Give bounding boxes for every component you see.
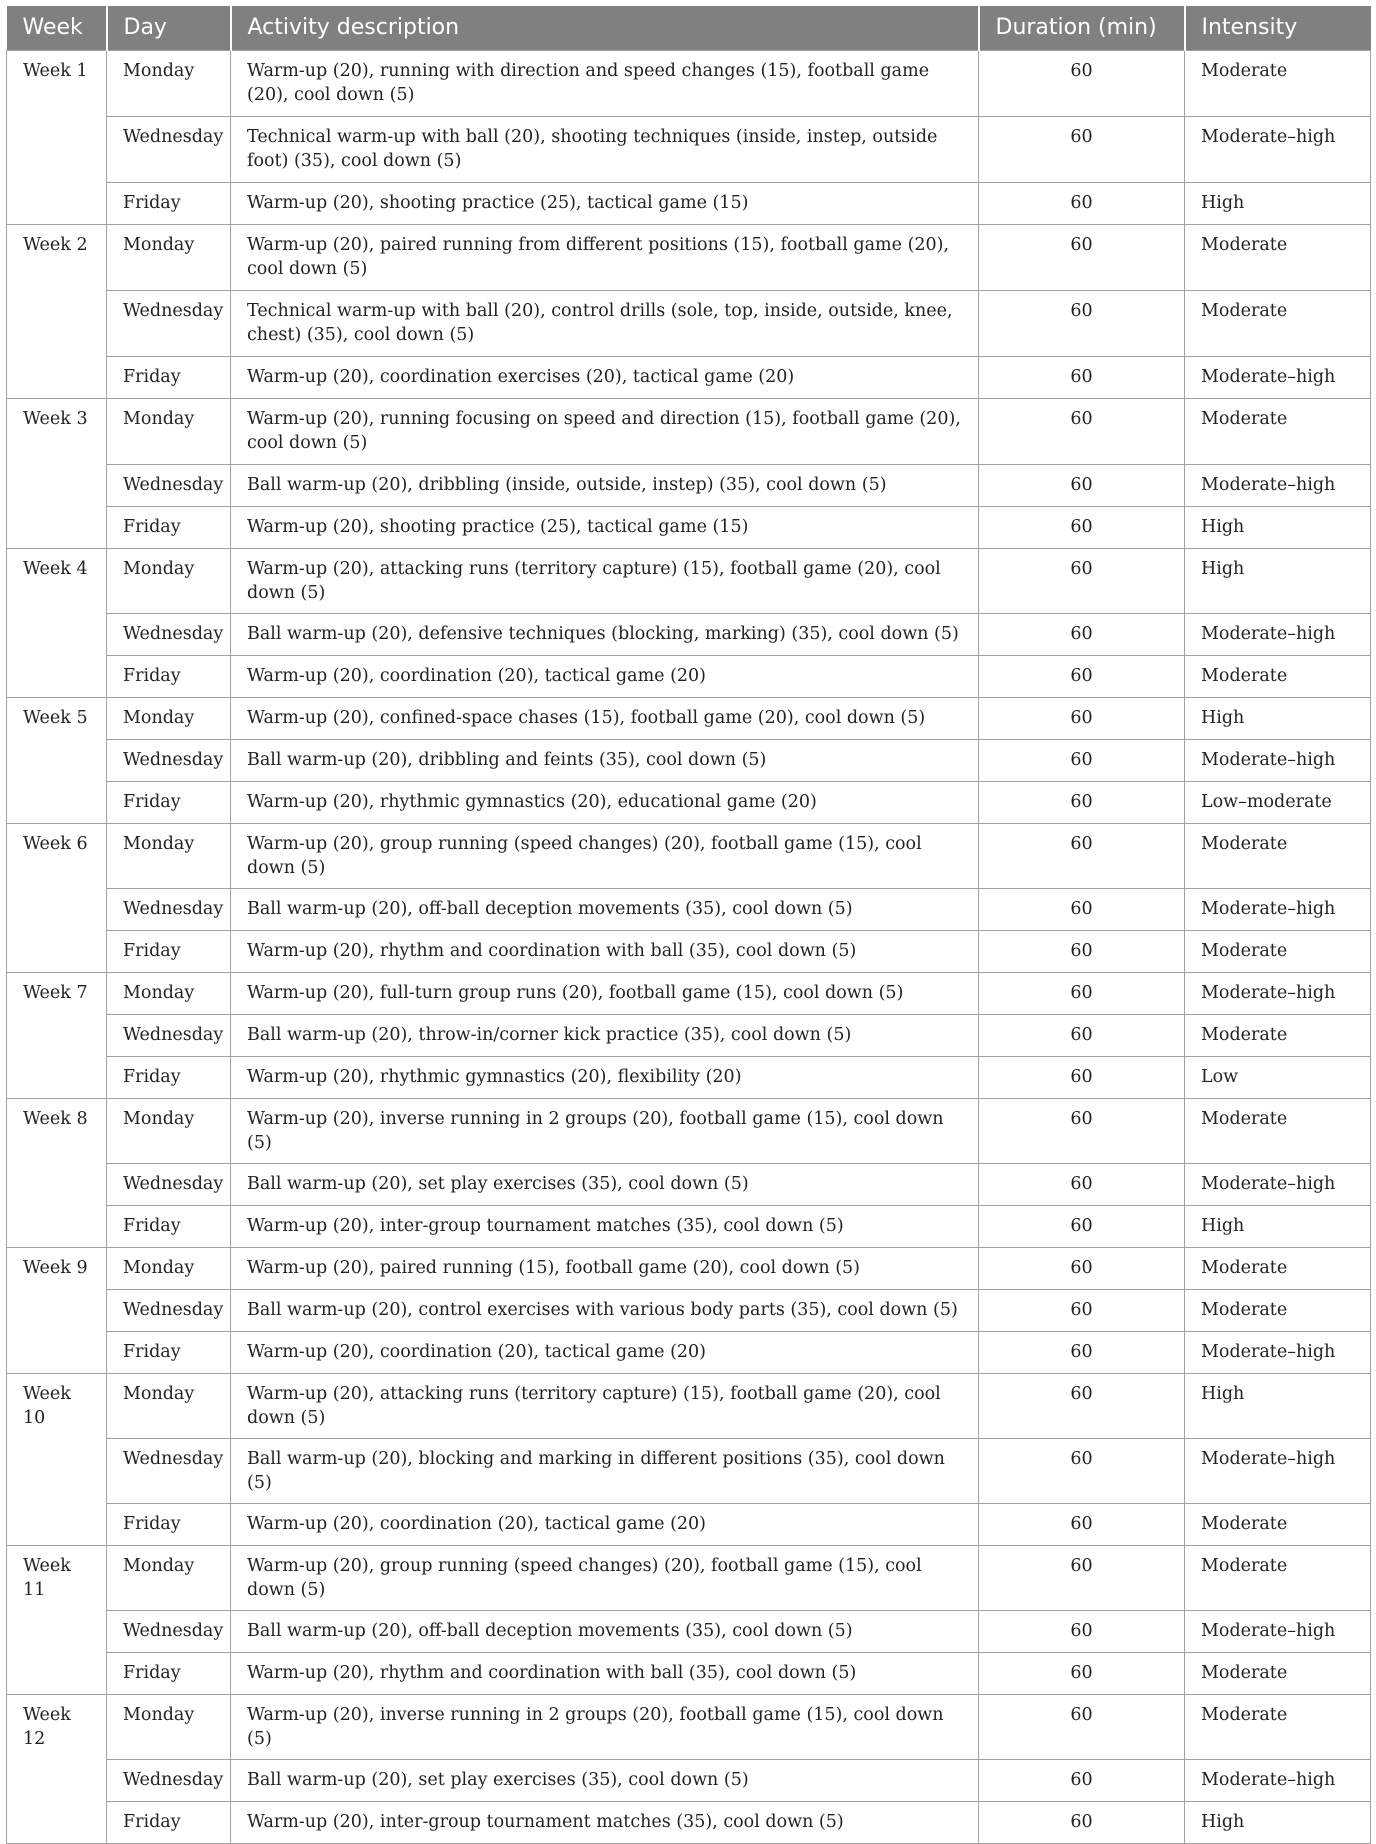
duration-cell: 60 — [979, 1503, 1185, 1545]
day-cell: Monday — [107, 1247, 231, 1289]
day-cell: Wednesday — [107, 1014, 231, 1056]
activity-cell: Ball warm-up (20), off-ball deception movements (35), cool down (5) — [231, 888, 979, 930]
activity-cell: Warm-up (20), confined-space chases (15), football game (20), cool down (5) — [231, 697, 979, 739]
duration-cell: 60 — [979, 613, 1185, 655]
table-row — [7, 1503, 1371, 1545]
intensity-cell: High — [1185, 1801, 1371, 1843]
day-cell: Friday — [107, 182, 231, 224]
week-cell: Week 6 — [7, 823, 107, 972]
intensity-cell: Moderate–high — [1185, 972, 1371, 1014]
column-header-activity: Activity description — [231, 6, 979, 50]
activity-cell: Ball warm-up (20), defensive techniques (blocking, marking) (35), cool down (5) — [231, 613, 979, 655]
table-row — [7, 1331, 1371, 1373]
intensity-cell: Moderate–high — [1185, 464, 1371, 506]
activity-cell: Ball warm-up (20), set play exercises (35), cool down (5) — [231, 1759, 979, 1801]
day-cell: Monday — [107, 398, 231, 464]
duration-cell: 60 — [979, 697, 1185, 739]
intensity-cell: High — [1185, 1205, 1371, 1247]
duration-cell: 60 — [979, 182, 1185, 224]
training-schedule-table — [6, 6, 1371, 1844]
activity-cell: Warm-up (20), coordination (20), tactical game (20) — [231, 1503, 979, 1545]
table-row — [7, 972, 1371, 1014]
day-cell: Monday — [107, 823, 231, 888]
activity-cell: Warm-up (20), shooting practice (25), tactical game (15) — [231, 506, 979, 548]
day-cell: Monday — [107, 1373, 231, 1438]
activity-cell: Warm-up (20), inter-group tournament matches (35), cool down (5) — [231, 1205, 979, 1247]
duration-cell: 60 — [979, 823, 1185, 888]
week-cell: Week 4 — [7, 548, 107, 697]
day-cell: Friday — [107, 1331, 231, 1373]
table-row — [7, 356, 1371, 398]
day-cell: Monday — [107, 224, 231, 290]
duration-cell: 60 — [979, 1652, 1185, 1694]
duration-cell: 60 — [979, 548, 1185, 613]
table-row — [7, 930, 1371, 972]
duration-cell: 60 — [979, 1694, 1185, 1759]
intensity-cell: Moderate — [1185, 50, 1371, 116]
duration-cell: 60 — [979, 464, 1185, 506]
activity-cell: Ball warm-up (20), set play exercises (35), cool down (5) — [231, 1163, 979, 1205]
table-row — [7, 224, 1371, 290]
day-cell: Monday — [107, 548, 231, 613]
table-row — [7, 50, 1371, 116]
intensity-cell: Moderate — [1185, 1247, 1371, 1289]
intensity-cell: Moderate–high — [1185, 1331, 1371, 1373]
intensity-cell: Moderate — [1185, 1652, 1371, 1694]
table-row — [7, 182, 1371, 224]
activity-cell: Ball warm-up (20), control exercises with various body parts (35), cool down (5) — [231, 1289, 979, 1331]
duration-cell: 60 — [979, 356, 1185, 398]
intensity-cell: Moderate — [1185, 1098, 1371, 1163]
activity-cell: Warm-up (20), full-turn group runs (20), football game (15), cool down (5) — [231, 972, 979, 1014]
day-cell: Monday — [107, 1694, 231, 1759]
week-cell: Week 5 — [7, 697, 107, 823]
table-row — [7, 1610, 1371, 1652]
intensity-cell: Moderate — [1185, 655, 1371, 697]
week-cell: Week 8 — [7, 1098, 107, 1247]
table-row — [7, 1289, 1371, 1331]
day-cell: Wednesday — [107, 464, 231, 506]
week-cell: Week 2 — [7, 224, 107, 398]
activity-cell: Ball warm-up (20), off-ball deception movements (35), cool down (5) — [231, 1610, 979, 1652]
week-cell: Week 1 — [7, 50, 107, 224]
table-row — [7, 1247, 1371, 1289]
day-cell: Friday — [107, 1801, 231, 1843]
table-row — [7, 781, 1371, 823]
intensity-cell: Moderate–high — [1185, 739, 1371, 781]
day-cell: Monday — [107, 1545, 231, 1610]
duration-cell: 60 — [979, 1247, 1185, 1289]
day-cell: Friday — [107, 506, 231, 548]
duration-cell: 60 — [979, 739, 1185, 781]
intensity-cell: Moderate–high — [1185, 356, 1371, 398]
table-row — [7, 823, 1371, 888]
duration-cell: 60 — [979, 655, 1185, 697]
activity-cell: Warm-up (20), rhythmic gymnastics (20), flexibility (20) — [231, 1056, 979, 1098]
week-cell: Week 3 — [7, 398, 107, 548]
intensity-cell: Low — [1185, 1056, 1371, 1098]
intensity-cell: Moderate–high — [1185, 888, 1371, 930]
duration-cell: 60 — [979, 1331, 1185, 1373]
table-row — [7, 1545, 1371, 1610]
table-row — [7, 506, 1371, 548]
duration-cell: 60 — [979, 930, 1185, 972]
activity-cell: Warm-up (20), rhythmic gymnastics (20), educational game (20) — [231, 781, 979, 823]
duration-cell: 60 — [979, 1759, 1185, 1801]
table-row — [7, 1205, 1371, 1247]
activity-cell: Warm-up (20), attacking runs (territory capture) (15), football game (20), cool down (5) — [231, 1373, 979, 1438]
intensity-cell: Moderate–high — [1185, 1438, 1371, 1503]
week-cell: Week 10 — [7, 1373, 107, 1545]
duration-cell: 60 — [979, 116, 1185, 182]
day-cell: Monday — [107, 697, 231, 739]
duration-cell: 60 — [979, 888, 1185, 930]
column-header-day: Day — [107, 6, 231, 50]
table-row — [7, 398, 1371, 464]
day-cell: Monday — [107, 1098, 231, 1163]
activity-cell: Ball warm-up (20), dribbling and feints (35), cool down (5) — [231, 739, 979, 781]
table-row — [7, 1801, 1371, 1843]
intensity-cell: Moderate — [1185, 1545, 1371, 1610]
day-cell: Friday — [107, 356, 231, 398]
table-row — [7, 888, 1371, 930]
table-body — [7, 50, 1371, 1843]
activity-cell: Warm-up (20), running with direction and speed changes (15), football game (20), cool down (5) — [231, 50, 979, 116]
activity-cell: Warm-up (20), group running (speed changes) (20), football game (15), cool down (5) — [231, 823, 979, 888]
intensity-cell: Moderate — [1185, 1503, 1371, 1545]
table-row — [7, 1163, 1371, 1205]
day-cell: Wednesday — [107, 888, 231, 930]
table-row — [7, 1014, 1371, 1056]
intensity-cell: Moderate — [1185, 224, 1371, 290]
duration-cell: 60 — [979, 1056, 1185, 1098]
day-cell: Monday — [107, 50, 231, 116]
activity-cell: Warm-up (20), paired running (15), football game (20), cool down (5) — [231, 1247, 979, 1289]
day-cell: Wednesday — [107, 1610, 231, 1652]
intensity-cell: Moderate — [1185, 1694, 1371, 1759]
duration-cell: 60 — [979, 1163, 1185, 1205]
column-header-week: Week — [7, 6, 107, 50]
day-cell: Wednesday — [107, 739, 231, 781]
activity-cell: Warm-up (20), coordination (20), tactical game (20) — [231, 1331, 979, 1373]
day-cell: Wednesday — [107, 1759, 231, 1801]
table-row — [7, 1652, 1371, 1694]
duration-cell: 60 — [979, 398, 1185, 464]
table-row — [7, 116, 1371, 182]
table-row — [7, 1438, 1371, 1503]
day-cell: Friday — [107, 1205, 231, 1247]
day-cell: Wednesday — [107, 290, 231, 356]
intensity-cell: Moderate–high — [1185, 1163, 1371, 1205]
intensity-cell: Moderate — [1185, 930, 1371, 972]
week-cell: Week 12 — [7, 1694, 107, 1843]
duration-cell: 60 — [979, 224, 1185, 290]
activity-cell: Warm-up (20), inter-group tournament matches (35), cool down (5) — [231, 1801, 979, 1843]
table-row — [7, 1056, 1371, 1098]
activity-cell: Warm-up (20), inverse running in 2 groups (20), football game (15), cool down (5) — [231, 1694, 979, 1759]
duration-cell: 60 — [979, 1289, 1185, 1331]
table-row — [7, 464, 1371, 506]
activity-cell: Warm-up (20), running focusing on speed and direction (15), football game (20), cool down (5) — [231, 398, 979, 464]
activity-cell: Warm-up (20), shooting practice (25), tactical game (15) — [231, 182, 979, 224]
intensity-cell: Moderate–high — [1185, 1759, 1371, 1801]
duration-cell: 60 — [979, 972, 1185, 1014]
week-cell: Week 11 — [7, 1545, 107, 1694]
day-cell: Wednesday — [107, 1289, 231, 1331]
day-cell: Wednesday — [107, 1438, 231, 1503]
intensity-cell: Moderate–high — [1185, 613, 1371, 655]
activity-cell: Warm-up (20), inverse running in 2 groups (20), football game (15), cool down (5) — [231, 1098, 979, 1163]
day-cell: Wednesday — [107, 116, 231, 182]
duration-cell: 60 — [979, 1801, 1185, 1843]
activity-cell: Ball warm-up (20), dribbling (inside, outside, instep) (35), cool down (5) — [231, 464, 979, 506]
duration-cell: 60 — [979, 1438, 1185, 1503]
activity-cell: Technical warm-up with ball (20), control drills (sole, top, inside, outside, knee, chest) (35), cool down (5) — [231, 290, 979, 356]
day-cell: Friday — [107, 930, 231, 972]
table-row — [7, 1694, 1371, 1759]
duration-cell: 60 — [979, 781, 1185, 823]
intensity-cell: Moderate — [1185, 290, 1371, 356]
table-row — [7, 1759, 1371, 1801]
intensity-cell: Moderate–high — [1185, 1610, 1371, 1652]
table-row — [7, 548, 1371, 613]
activity-cell: Warm-up (20), coordination exercises (20), tactical game (20) — [231, 356, 979, 398]
intensity-cell: High — [1185, 182, 1371, 224]
table-row — [7, 697, 1371, 739]
intensity-cell: Low–moderate — [1185, 781, 1371, 823]
day-cell: Friday — [107, 781, 231, 823]
column-header-intensity: Intensity — [1185, 6, 1371, 50]
duration-cell: 60 — [979, 1610, 1185, 1652]
column-header-duration: Duration (min) — [979, 6, 1185, 50]
day-cell: Friday — [107, 1056, 231, 1098]
duration-cell: 60 — [979, 506, 1185, 548]
duration-cell: 60 — [979, 1205, 1185, 1247]
day-cell: Wednesday — [107, 613, 231, 655]
intensity-cell: High — [1185, 548, 1371, 613]
intensity-cell: High — [1185, 1373, 1371, 1438]
activity-cell: Warm-up (20), rhythm and coordination with ball (35), cool down (5) — [231, 1652, 979, 1694]
day-cell: Monday — [107, 972, 231, 1014]
intensity-cell: High — [1185, 506, 1371, 548]
activity-cell: Warm-up (20), group running (speed changes) (20), football game (15), cool down (5) — [231, 1545, 979, 1610]
duration-cell: 60 — [979, 290, 1185, 356]
duration-cell: 60 — [979, 1545, 1185, 1610]
activity-cell: Ball warm-up (20), throw-in/corner kick practice (35), cool down (5) — [231, 1014, 979, 1056]
activity-cell: Warm-up (20), coordination (20), tactical game (20) — [231, 655, 979, 697]
day-cell: Friday — [107, 1652, 231, 1694]
duration-cell: 60 — [979, 50, 1185, 116]
table-row — [7, 655, 1371, 697]
day-cell: Friday — [107, 655, 231, 697]
table-row — [7, 1373, 1371, 1438]
activity-cell: Warm-up (20), attacking runs (territory capture) (15), football game (20), cool down (5) — [231, 548, 979, 613]
intensity-cell: Moderate — [1185, 823, 1371, 888]
intensity-cell: High — [1185, 697, 1371, 739]
activity-cell: Ball warm-up (20), blocking and marking in different positions (35), cool down (5) — [231, 1438, 979, 1503]
header-row — [7, 6, 1371, 50]
activity-cell: Warm-up (20), rhythm and coordination with ball (35), cool down (5) — [231, 930, 979, 972]
table-row — [7, 739, 1371, 781]
duration-cell: 60 — [979, 1373, 1185, 1438]
intensity-cell: Moderate–high — [1185, 116, 1371, 182]
activity-cell: Technical warm-up with ball (20), shooting techniques (inside, instep, outside foot) (35), cool down (5) — [231, 116, 979, 182]
activity-cell: Warm-up (20), paired running from different positions (15), football game (20), cool down (5) — [231, 224, 979, 290]
table-row — [7, 290, 1371, 356]
duration-cell: 60 — [979, 1098, 1185, 1163]
table-row — [7, 613, 1371, 655]
intensity-cell: Moderate — [1185, 398, 1371, 464]
day-cell: Wednesday — [107, 1163, 231, 1205]
table-row — [7, 1098, 1371, 1163]
duration-cell: 60 — [979, 1014, 1185, 1056]
intensity-cell: Moderate — [1185, 1289, 1371, 1331]
intensity-cell: Moderate — [1185, 1014, 1371, 1056]
week-cell: Week 9 — [7, 1247, 107, 1373]
week-cell: Week 7 — [7, 972, 107, 1098]
day-cell: Friday — [107, 1503, 231, 1545]
